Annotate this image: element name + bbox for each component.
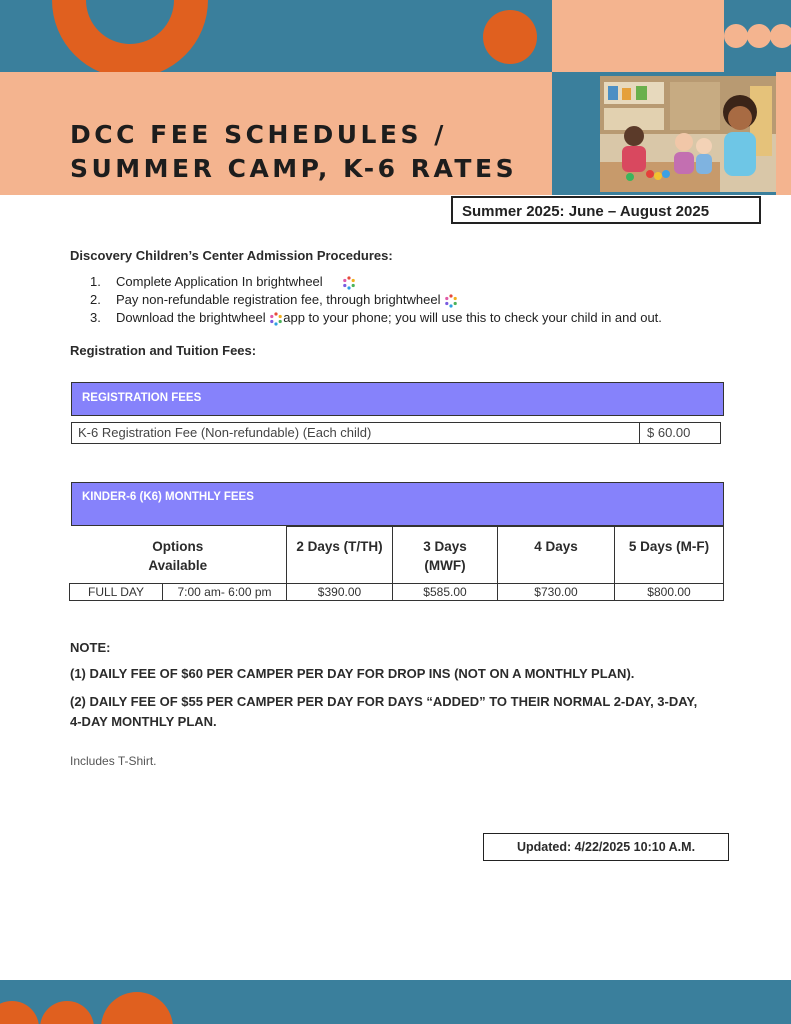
header-three-days [393,527,498,584]
brightwheel-icon [444,294,458,308]
step-number: 1. [90,274,101,289]
table-header-row [70,527,724,584]
brightwheel-icon [342,276,356,290]
season-dates-box: Summer 2025: June – August 2025 [451,196,761,224]
peach-dot-shape [747,24,771,48]
header-four-days: 4 Days [498,527,615,584]
cell-five-days: $800.00 [615,584,724,601]
cell-hours: 7:00 am- 6:00 pm [163,584,287,601]
admission-heading: Discovery Children’s Center Admission Procedures: [70,248,393,263]
step-text: Download the brightwheel [116,310,266,325]
updated-timestamp-box: Updated: 4/22/2025 10:10 A.M. [483,833,729,861]
step-text: Pay non-refundable registration fee, through brightwheel [116,292,441,307]
list-item [90,291,662,309]
cell-three-days: $585.00 [393,584,498,601]
brightwheel-icon [269,312,283,326]
peach-dot-shape [724,24,748,48]
cell-two-days: $390.00 [287,584,393,601]
registration-fee-label: K-6 Registration Fee (Non-refundable) (Each child) [78,425,372,440]
orange-semicircle-shape [0,1001,39,1024]
step-text: Complete Application In brightwheel [116,274,323,289]
header-text: Options [152,538,204,554]
children-classroom-photo [600,76,776,192]
step-number: 3. [90,310,101,325]
step-text: app to your phone; you will use this to check your child in and out. [283,310,662,325]
orange-semicircle-shape [101,992,173,1024]
cell-four-days: $730.00 [498,584,615,601]
page-title [70,118,540,186]
list-item [90,309,662,327]
header-decor-shapes [0,0,791,72]
header-text: Available [148,557,208,573]
registration-fee-amount: $ 60.00 [647,425,691,440]
admission-steps-list [90,273,662,327]
header-five-days: 5 Days (M-F) [615,527,724,584]
monthly-fees-table [69,526,724,601]
table-row [70,584,724,601]
orange-semicircle-shape [40,1001,94,1024]
footer-decor-shapes [0,980,791,1024]
orange-ring-shape [52,0,208,72]
title-line-1: DCC FEE SCHEDULES / [70,120,447,149]
note-drop-in: (1) DAILY FEE OF $60 PER CAMPER PER DAY FOR DROP INS (NOT ON A MONTHLY PLAN). [70,666,635,681]
title-line-2: SUMMER CAMP, K-6 RATES [70,154,518,183]
footer-band [0,980,791,1024]
registration-fee-row [71,422,721,444]
orange-circle-shape [483,10,537,64]
registration-fees-bar: REGISTRATION FEES [71,382,724,416]
list-item [90,273,662,291]
fees-heading: Registration and Tuition Fees: [70,343,257,358]
note-heading: NOTE: [70,640,111,655]
header-options [70,527,287,584]
monthly-fees-bar: KINDER-6 (K6) MONTHLY FEES [71,482,724,526]
peach-dot-shape [770,24,791,48]
note-added-days: (2) DAILY FEE OF $55 PER CAMPER PER DAY FOR DAYS “ADDED” TO THEIR NORMAL 2-DAY, 3-DAY, 4-DAY MONTHLY PLAN. [70,694,698,729]
photo-panel-edge [776,72,791,195]
header-two-days: 2 Days (T/TH) [287,527,393,584]
tshirt-note: Includes T-Shirt. [70,754,157,768]
step-number: 2. [90,292,101,307]
header-text: 3 Days [423,539,467,554]
cell-option: FULL DAY [70,584,163,601]
header-text: (MWF) [424,558,466,573]
cell-divider [639,423,640,443]
